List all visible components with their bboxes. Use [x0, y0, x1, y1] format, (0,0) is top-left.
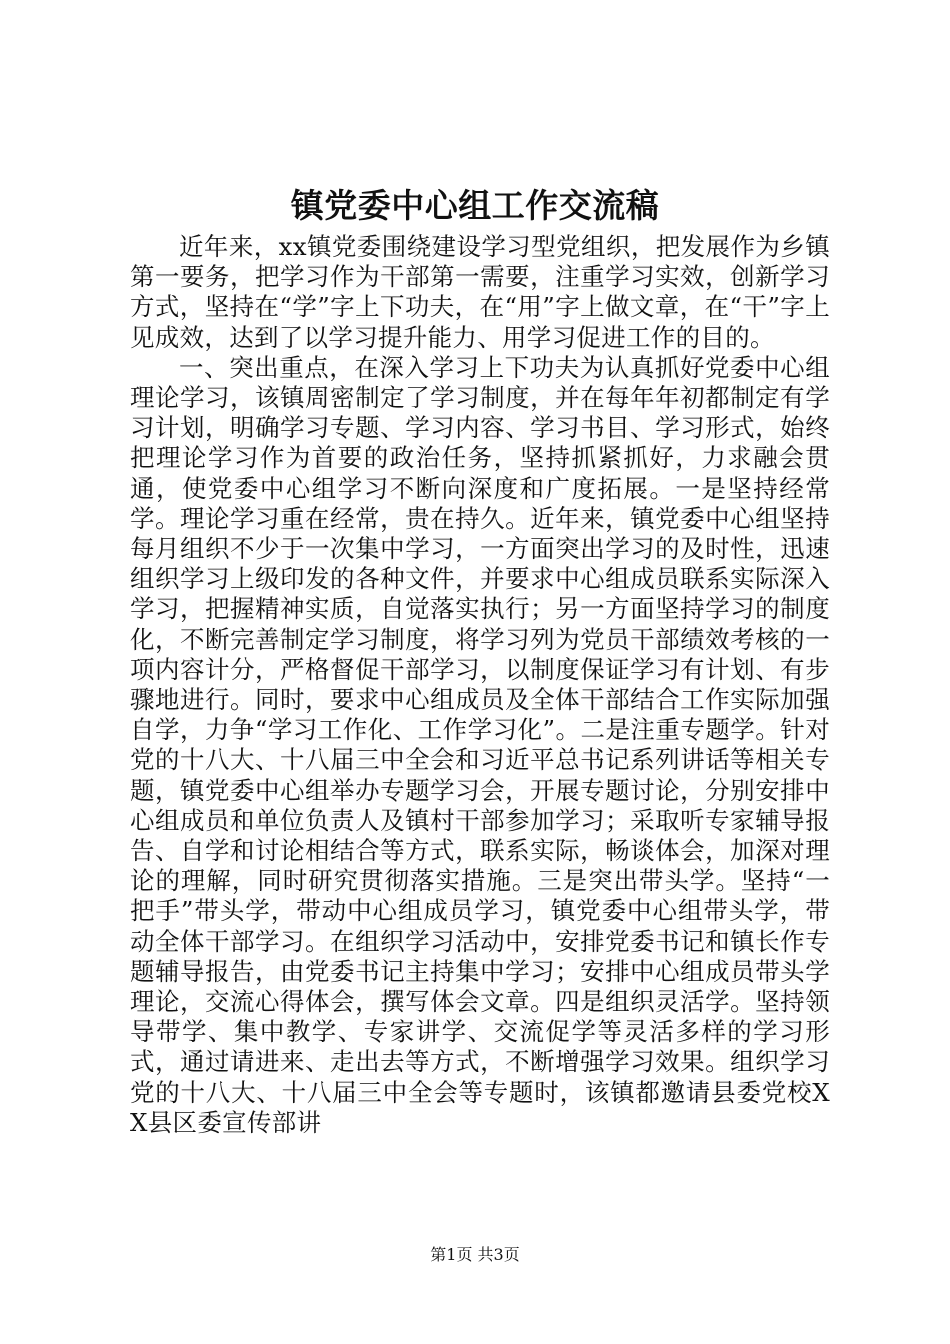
document-body [130, 232, 830, 1138]
page-footer: 第1页 共3页 [430, 1245, 520, 1264]
paragraph-section-one: 一、突出重点，在深入学习上下功夫为认真抓好党委中心组理论学习，该镇周密制定了学习制度，并在每年年初都制定有学习计划，明确学习专题、学习内容、学习书目、学习形式，始终把理论学习作为首要的政治任务，坚持抓紧抓好，力求融会贯通，使党委中心组学习不断向深度和广度拓展。一是坚持经常学。理论学习重在经常，贵在持久。近年来，镇党委中心组坚持每月组织不少于一次集中学习，一方面突出学习的及时性，迅速组织学习上级印发的各种文件，并要求中心组成员联系实际深入学习，把握精神实质，自觉落实执行；另一方面坚持学习的制度化，不断完善制定学习制度，将学习列为党员干部绩效考核的一项内容计分，严格督促干部学习，以制度保证学习有计划、有步骤地进行。同时，要求中心组成员及全体干部结合工作实际加强自学，力争“学习工作化、工作学习化”。二是注重专题学。针对党的十八大、十八届三中全会和习近平总书记系列讲话等相关专题，镇党委中心组举办专题学习会，开展专题讨论，分别安排中心组成员和单位负责人及镇村干部参加学习；采取听专家辅导报告、自学和讨论相结合等方式，联系实际，畅谈体会，加深对理论的理解，同时研究贯彻落实措施。三是突出带头学。坚持“一把手”带头学，带动中心组成员学习，镇党委中心组带头学，带动全体干部学习。在组织学习活动中，安排党委书记和镇长作专题辅导报告，由党委书记主持集中学习；安排中心组成员带头学理论，交流心得体会，撰写体会文章。四是组织灵活学。坚持领导带学、集中教学、专家讲学、交流促学等灵活多样的学习形式，通过请进来、走出去等方式，不断增强学习效果。组织学习党的十八大、十八届三中全会等专题时，该镇都邀请县委党校XX县区委宣传部讲 [130, 352, 831, 1137]
document-title: 镇党委中心组工作交流稿 [290, 186, 660, 225]
paragraph-intro: 近年来，xx镇党委围绕建设学习型党组织，把发展作为乡镇第一要务，把学习作为干部第一需要，注重学习实效，创新学习方式，坚持在“学”字上下功夫，在“用”字上做文章，在“干”字上见成效，达到了以学习提升能力、用学习促进工作的目的。 [130, 232, 830, 352]
